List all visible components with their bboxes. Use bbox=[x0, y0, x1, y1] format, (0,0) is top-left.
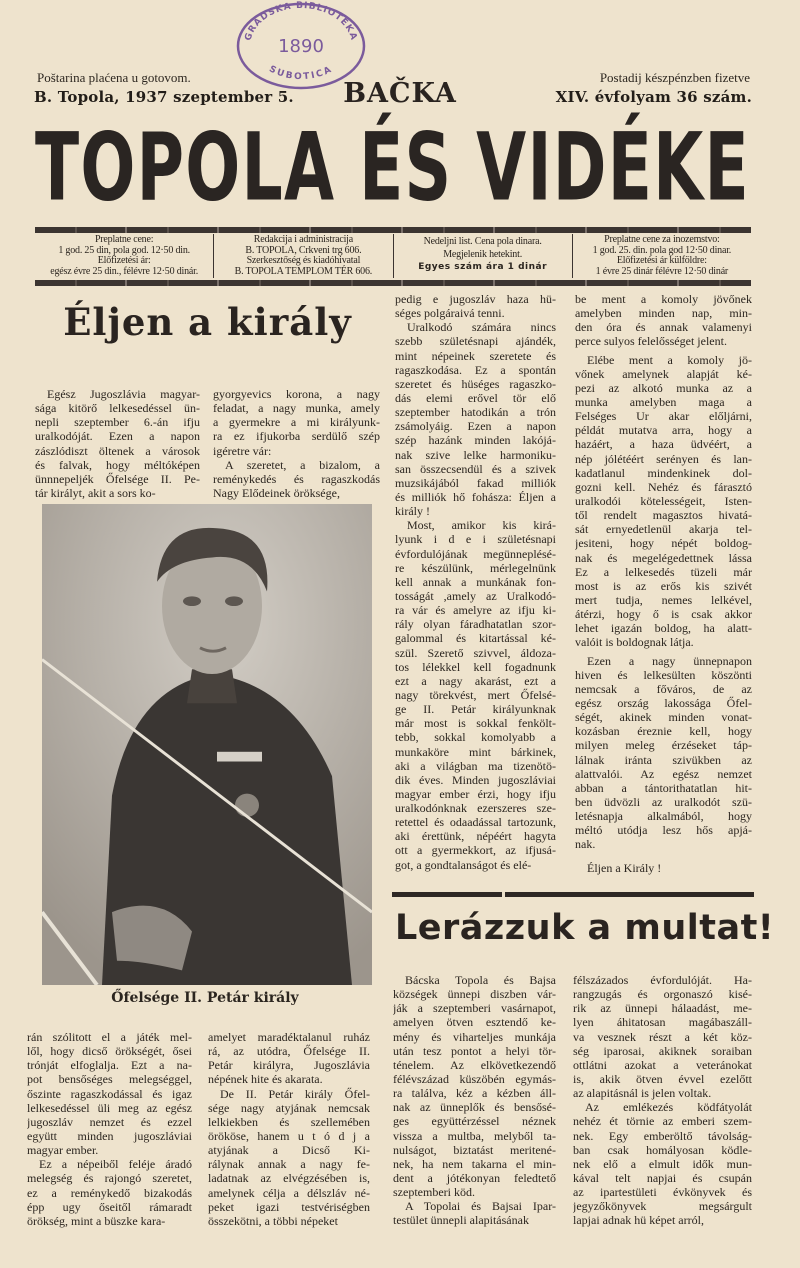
volume-number: XIV. évfolyam 36 szám. bbox=[555, 88, 752, 106]
text-line: ge II. Petár királyunknak bbox=[395, 702, 556, 717]
text-line: félévszázad küszöbén egymás- bbox=[393, 1071, 556, 1086]
paragraph bbox=[393, 1199, 556, 1227]
text-line: együtt minden jugoszláviai bbox=[27, 1128, 192, 1143]
text-line: tebb, sokkal komolyabb a bbox=[395, 730, 556, 745]
text-line: őszinte ragaszkodással és igaz bbox=[27, 1086, 192, 1101]
text-line: Petár királyra, Jugoszlávia bbox=[208, 1058, 370, 1073]
text-line: ségét, akinek minden vonat- bbox=[575, 710, 752, 725]
text-line: szép hazánk minden lakójá- bbox=[395, 433, 556, 448]
text-line: san összecsendül és a szivek bbox=[395, 461, 556, 476]
text-line: Bácska Topola és Bajsa bbox=[405, 973, 556, 987]
text-line: rik az ünnepi hálaadást, me- bbox=[573, 1001, 752, 1016]
article-column bbox=[208, 1030, 370, 1228]
paragraph bbox=[27, 1157, 192, 1228]
text-line: uralkodóját. Ezen a napon bbox=[35, 429, 200, 444]
text-line: nép jólétéért serényen és lan- bbox=[575, 451, 752, 466]
paragraph bbox=[575, 292, 752, 349]
text-line: rálynak annak a nagy fe- bbox=[208, 1157, 370, 1172]
text-line: ges együttérzéssel néznek bbox=[393, 1114, 556, 1129]
info-bar bbox=[35, 234, 751, 278]
paragraph bbox=[213, 458, 380, 500]
text-line: melegség és rajongó szeretet, bbox=[27, 1171, 192, 1186]
text-line: reménykedés és ragaszkodás bbox=[213, 471, 380, 486]
info-cell-foreign bbox=[573, 234, 751, 278]
text-line: király ! bbox=[395, 504, 430, 519]
info-cell-subscription bbox=[35, 234, 214, 278]
text-line: ban csak homályosan ködle- bbox=[573, 1142, 752, 1157]
text-line: feladat, a nagy munka, amely bbox=[213, 401, 380, 416]
paragraph bbox=[575, 353, 752, 650]
text-line: nek, ha nem takarna el min- bbox=[393, 1156, 556, 1171]
text-line: amelyen ötven esztendő ke- bbox=[393, 1015, 556, 1030]
text-line: szeptemberi köd. bbox=[393, 1185, 475, 1200]
text-line: atyjának a Dicső Ki- bbox=[208, 1143, 370, 1158]
text-line: rály olyan fáradhatatlan szor- bbox=[395, 617, 556, 632]
text-line: sége nagy atyjának nemcsak bbox=[208, 1100, 370, 1115]
info-line: Preplatne cene: bbox=[94, 234, 154, 245]
text-line: nek elő a elmult idők mun- bbox=[573, 1156, 752, 1171]
text-line: alattvalói. Az egész nemzet bbox=[575, 766, 752, 781]
text-line: ott a gyermekkort, az ifjusá- bbox=[395, 843, 556, 858]
paragraph bbox=[393, 973, 556, 1199]
info-line: B. TOPOLA, Crkveni trg 606. bbox=[245, 244, 362, 256]
text-line: szeretet és hüséges ragaszko- bbox=[395, 376, 556, 391]
text-line: lől, hogy dicső örökségét, ősei bbox=[27, 1044, 192, 1059]
text-line: A szeretet, a bizalom, a bbox=[225, 457, 380, 472]
text-line: Éljen a Király ! bbox=[587, 861, 662, 876]
text-line: retettel és odaadással tartozunk, bbox=[395, 815, 556, 830]
paragraph bbox=[27, 1030, 192, 1157]
text-line: átérzi, hogy ő is csak akkor bbox=[575, 607, 752, 622]
text-line: zászlódiszt öltenek a városok bbox=[35, 443, 200, 458]
text-line: abban a tántorithatatlan hit- bbox=[575, 780, 752, 795]
info-line: Redakcija i administracija bbox=[253, 234, 353, 245]
info-line: Szerkesztőség és kiadóhivatal bbox=[246, 255, 361, 267]
text-line: dás elemi erővel tör elő bbox=[395, 390, 556, 405]
text-line: most is az erős kis szivét bbox=[575, 578, 752, 593]
text-line: Elébe ment a komoly jö- bbox=[587, 352, 752, 367]
text-line: félszázados évfordulóját. Ha- bbox=[573, 973, 752, 987]
text-line: A Topolai és Bajsai Ipar- bbox=[405, 1199, 556, 1214]
text-line: Nagy Elődeinek öröksége, bbox=[213, 485, 340, 500]
text-line: Ez a népeiből feléje áradó bbox=[39, 1157, 192, 1172]
text-line: ünnnepeljék Őfelsége II. Pe- bbox=[35, 471, 200, 486]
text-line: gyorgyevics korona, a nagy bbox=[213, 387, 380, 401]
text-line: lelkiekben és szellemében bbox=[208, 1114, 370, 1129]
article-title: Éljen a király bbox=[63, 300, 352, 344]
text-line: méltó utódja lesz hős apjá- bbox=[575, 823, 752, 838]
text-line: trónját elfoglalja. Ezt a na- bbox=[27, 1058, 192, 1073]
text-line: ra ez ifjukorba serdülő szép bbox=[213, 429, 380, 444]
text-line: ragaszkodása. Ez a spontán bbox=[395, 362, 556, 377]
single-copy-price: Egyes szám ára 1 dinár bbox=[418, 262, 548, 272]
article-column bbox=[393, 973, 556, 1228]
info-line: 1 god. 25 din, pola god. 12·50 din. bbox=[58, 244, 190, 256]
text-line: Ezen a nagy ünnepnapon bbox=[587, 653, 752, 668]
text-line: be ment a komoly jövőnek bbox=[575, 292, 752, 306]
text-line: tosságát ,amely az Uralkodó- bbox=[395, 588, 556, 603]
text-line: munkaköre mint bárkinek, bbox=[395, 744, 556, 759]
info-line: egész évre 25 din., félévre 12·50 dinár. bbox=[50, 265, 199, 277]
divider bbox=[35, 280, 751, 286]
text-line: ez a reménykedő bizakodás bbox=[27, 1185, 192, 1200]
article-column bbox=[27, 1030, 192, 1228]
stamp-year: 1890 bbox=[278, 36, 324, 57]
text-line: örököse, hanem u t ó d j a bbox=[208, 1128, 370, 1143]
text-line: ség iparosai, akiknek soraiban bbox=[573, 1043, 752, 1058]
postage-note: Poštarina plaćena u gotovom. bbox=[37, 70, 191, 85]
text-line: rán szólitott el a játék mel- bbox=[27, 1030, 192, 1044]
text-line: magyar ember. bbox=[27, 1143, 99, 1158]
paragraph bbox=[395, 320, 556, 518]
text-line: De II. Petár király Őfel- bbox=[220, 1086, 370, 1101]
text-line: testület ünnepli alapitásának bbox=[393, 1213, 529, 1228]
text-line: Ez a lelkesedés tüzeli már bbox=[575, 564, 752, 579]
text-line: Egész Jugoszlávia magyar- bbox=[47, 387, 200, 401]
text-line: egész ország lakossága Őfel- bbox=[575, 695, 752, 710]
text-line: vőnek amelynek alapját ké- bbox=[575, 366, 752, 381]
text-line: ják a szeptemberi vasárnapot, bbox=[393, 1001, 556, 1016]
text-line: lálnak iránta szivükben az bbox=[575, 752, 752, 767]
paragraph bbox=[575, 654, 752, 852]
text-line: mény és viharteljes munkája bbox=[393, 1029, 556, 1044]
paragraph bbox=[575, 861, 752, 875]
text-line: épp ugy őseitől rámaradt bbox=[27, 1199, 192, 1214]
divider bbox=[35, 227, 751, 233]
text-line: ténelem. Az elkövetkezendő bbox=[393, 1057, 556, 1072]
text-line: séges polgáraivá tenni. bbox=[395, 306, 505, 321]
stamp-bottom-text: SUBOTICA bbox=[267, 64, 335, 83]
text-line: évfordulójának megünneplésé- bbox=[395, 546, 556, 561]
postage-paid-note: Postadij készpénzben fizetve bbox=[599, 70, 750, 85]
text-line: dik éves. Minden jugoszláviai bbox=[395, 772, 556, 787]
text-line: ben üdvözli az uralkodót szü- bbox=[575, 794, 752, 809]
text-line: jugoszláv nemzet és ezzel bbox=[27, 1114, 192, 1129]
text-line: igéretre vár: bbox=[213, 443, 272, 458]
text-line: lapjai adnak hü képet arról, bbox=[573, 1213, 704, 1228]
info-line: Nedeljni list. Cena pola dinara. bbox=[423, 236, 542, 247]
text-line: pot bensőséges melegséggel, bbox=[27, 1072, 192, 1087]
text-line: nak. bbox=[575, 837, 596, 852]
text-line: uralkodói kötelességeit, Isten- bbox=[575, 493, 752, 508]
text-line: peket igazi testvériségben bbox=[208, 1199, 370, 1214]
text-line: nek. Egy emberöltő távolság- bbox=[573, 1128, 752, 1143]
portrait-image bbox=[42, 504, 372, 985]
text-line: összekötni, a többi népeket bbox=[208, 1213, 338, 1228]
photo-caption: Őfelsége II. Petár király bbox=[111, 990, 299, 1006]
text-line: nak és megelégedettnek lássa bbox=[575, 550, 752, 565]
text-line: kell annak a munkának fon- bbox=[395, 574, 556, 589]
text-line: nak az ünneplők és bensősé- bbox=[393, 1100, 556, 1115]
article-column bbox=[575, 292, 752, 876]
text-line: mint népeinek szeretete és bbox=[395, 348, 556, 363]
text-line: hiven és lelkesülten köszönti bbox=[575, 667, 752, 682]
text-line: galommal és kitartással ké- bbox=[395, 631, 556, 646]
text-line: is, akik ötven évvel ezelőtt bbox=[573, 1071, 752, 1086]
article-column bbox=[35, 387, 200, 500]
region-name: BAČKA bbox=[343, 78, 457, 109]
text-line: tár királyt, akit a sors ko- bbox=[35, 485, 156, 500]
article-title: Lerázzuk a multat! bbox=[395, 908, 775, 948]
text-line: Uralkodó számára nincs bbox=[407, 320, 556, 335]
text-line: az ipartestületi évkönyvek és bbox=[573, 1185, 752, 1200]
text-line: népének hite és akarata. bbox=[208, 1072, 323, 1087]
text-line: nemcsak a főváros, de az bbox=[575, 681, 752, 696]
info-line: Preplatne cene za inozemstvo: bbox=[604, 234, 720, 245]
text-line: kával telt napjai és csupán bbox=[573, 1170, 752, 1185]
text-line: perce sulyos felelősséget jelent. bbox=[575, 334, 727, 349]
text-line: rangzugás és orgonaszó kisé- bbox=[573, 987, 752, 1002]
info-line: 1 évre 25 dinár félévre 12·50 dinár bbox=[595, 265, 729, 277]
text-line: munka amelyben maga a bbox=[575, 394, 752, 409]
text-line: után tesz pontot a helyi tör- bbox=[393, 1043, 556, 1058]
masthead-title: TOPOLA ÉS VIDÉKE bbox=[35, 112, 750, 222]
text-line: és milliók hő fohásza: Éljen a bbox=[395, 489, 556, 504]
article-column bbox=[213, 387, 380, 500]
text-line: Az emlékezés ködfátyolát bbox=[585, 1100, 752, 1115]
text-line: lelkesedéssel üli meg az egész bbox=[27, 1100, 192, 1115]
text-line: nulságot, biztatást meritené- bbox=[393, 1142, 556, 1157]
info-cell-price bbox=[394, 234, 573, 278]
text-line: lehet igazán boldog, ha alatt- bbox=[575, 621, 752, 636]
info-line: B. TOPOLA TEMPLOM TÉR 606. bbox=[234, 265, 373, 277]
text-line: mert tudja, nemes lelkével, bbox=[575, 592, 752, 607]
text-line: Felséges Ur akar előljárni, bbox=[575, 409, 752, 424]
stamp-top-text: GRADSKA BIBLIOTEKA bbox=[243, 0, 359, 42]
paragraph bbox=[395, 292, 556, 320]
issue-date: B. Topola, 1937 szeptember 5. bbox=[34, 88, 294, 106]
text-line: va vesznek részt a két köz- bbox=[573, 1029, 752, 1044]
text-line: jegyzőkönyvek megsárgult bbox=[573, 1199, 752, 1214]
text-line: örökség, mint a büszke kara- bbox=[27, 1213, 166, 1228]
text-line: Most, amikor kis kirá- bbox=[407, 518, 556, 533]
text-line: a gyermekre a mi királyunk- bbox=[213, 415, 380, 430]
text-line: sát ernyedetlenül akarja tel- bbox=[575, 522, 752, 537]
text-line: től rendelt magasztos hivatá- bbox=[575, 508, 752, 523]
text-line: szebb születésnapi ajándék, bbox=[395, 334, 556, 349]
text-line: gozni kell. Nehéz és fárasztó bbox=[575, 479, 752, 494]
info-line: 1 god. 25. din. pola god 12·50 dinar. bbox=[592, 244, 732, 256]
masthead bbox=[35, 112, 750, 222]
text-line: got, a gondtalanságot és elé- bbox=[395, 857, 532, 872]
text-line: lyunk i d e i születésnapi bbox=[395, 532, 556, 547]
text-line: már most is sokkal fenkölt- bbox=[395, 716, 556, 731]
text-line: nagy törekvést, mert Őfelsé- bbox=[395, 687, 556, 702]
text-line: zsámolyáig. Ezen a napon bbox=[395, 419, 556, 434]
king-portrait-photo bbox=[42, 504, 372, 985]
text-line: szül. Szerető szivvel, áldoza- bbox=[395, 645, 556, 660]
paragraph bbox=[573, 1100, 752, 1227]
text-line: és falvak, hogy méltóképen bbox=[35, 457, 200, 472]
text-line: amelyet maradéktalanul ruház bbox=[208, 1030, 370, 1044]
paragraph bbox=[208, 1087, 370, 1228]
text-line: pedig e jugoszláv haza hü- bbox=[395, 292, 556, 306]
text-line: amelyben minden nap, min- bbox=[575, 306, 752, 321]
text-line: ra találva, kéz a kézben áll- bbox=[393, 1086, 556, 1101]
text-line: lyen áhitatosan magábaszáll- bbox=[573, 1015, 752, 1030]
text-line: amelynek célja a délszláv né- bbox=[208, 1185, 370, 1200]
text-line: hazáért, a haza üdvéért, a bbox=[575, 437, 752, 452]
info-line: Megjelenik hetekint. bbox=[443, 249, 522, 260]
text-line: dent a jótékonyan feledtető bbox=[393, 1170, 556, 1185]
text-line: letésnapja alkalmából, hogy bbox=[575, 809, 752, 824]
info-line: Előfizetési ár külföldre: bbox=[616, 255, 707, 267]
text-line: muzsikájából fakad milliók bbox=[395, 475, 556, 490]
text-line: uralkodónknak ezerszeres sze- bbox=[395, 801, 556, 816]
text-line: nehéz ét törnie az emberi szem- bbox=[573, 1114, 752, 1129]
text-line: ezt a nagy akarást, ezt a bbox=[395, 673, 556, 688]
text-line: re készülünk, mérlegelnünk bbox=[395, 560, 556, 575]
info-line: Előfizetési ár: bbox=[97, 255, 151, 267]
paragraph bbox=[35, 387, 200, 500]
text-line: községek ünnepi diszben vár- bbox=[393, 987, 556, 1002]
article-column bbox=[395, 292, 556, 872]
text-line: den óra és annak valamenyi bbox=[575, 320, 752, 335]
text-line: magyar ember érzi, hogy ifju bbox=[395, 786, 556, 801]
text-line: nak szive lelke harmoniku- bbox=[395, 447, 556, 462]
text-line: rá, az utódra, Őfelsége II. bbox=[208, 1044, 370, 1059]
divider bbox=[392, 892, 754, 897]
text-line: az alapitásnál is jelen voltak. bbox=[573, 1086, 712, 1101]
text-line: milyen meleg érzéseket táp- bbox=[575, 738, 752, 753]
text-line: példát mutatva arra, hogy a bbox=[575, 423, 752, 438]
text-line: aki érettünk, népéért hagyta bbox=[395, 829, 556, 844]
text-line: ladatnak az elvégzésében is, bbox=[208, 1171, 370, 1186]
text-line: kozásban éreznie kell, hogy bbox=[575, 724, 752, 739]
text-line: valóit is boldognak látja. bbox=[575, 635, 694, 650]
paragraph bbox=[208, 1030, 370, 1087]
article-column bbox=[573, 973, 752, 1228]
text-line: ra vár és amelyre az ifju ki- bbox=[395, 603, 556, 618]
text-line: tos lélekkel kell fogadnunk bbox=[395, 659, 556, 674]
text-line: jesiteni, hogy népét boldog- bbox=[575, 536, 752, 551]
text-line: nepli szeptember 6.-án ifju bbox=[35, 415, 200, 430]
text-line: aki a világban ma tizenötö- bbox=[395, 758, 556, 773]
text-line: ottlátni azokat a veteránokat bbox=[573, 1057, 752, 1072]
paragraph bbox=[213, 387, 380, 458]
paragraph bbox=[573, 973, 752, 1100]
text-line: szeptember hatodikán a trón bbox=[395, 405, 556, 420]
info-cell-editorial bbox=[214, 234, 393, 278]
paragraph bbox=[395, 518, 556, 872]
text-line: kadatlanul mindenkinek dol- bbox=[575, 465, 752, 480]
text-line: vissza a multba, melyből ta- bbox=[393, 1128, 556, 1143]
text-line: sága kitörő lelkesedéssel ün- bbox=[35, 401, 200, 416]
text-line: pezi az alkotó munka az a bbox=[575, 380, 752, 395]
